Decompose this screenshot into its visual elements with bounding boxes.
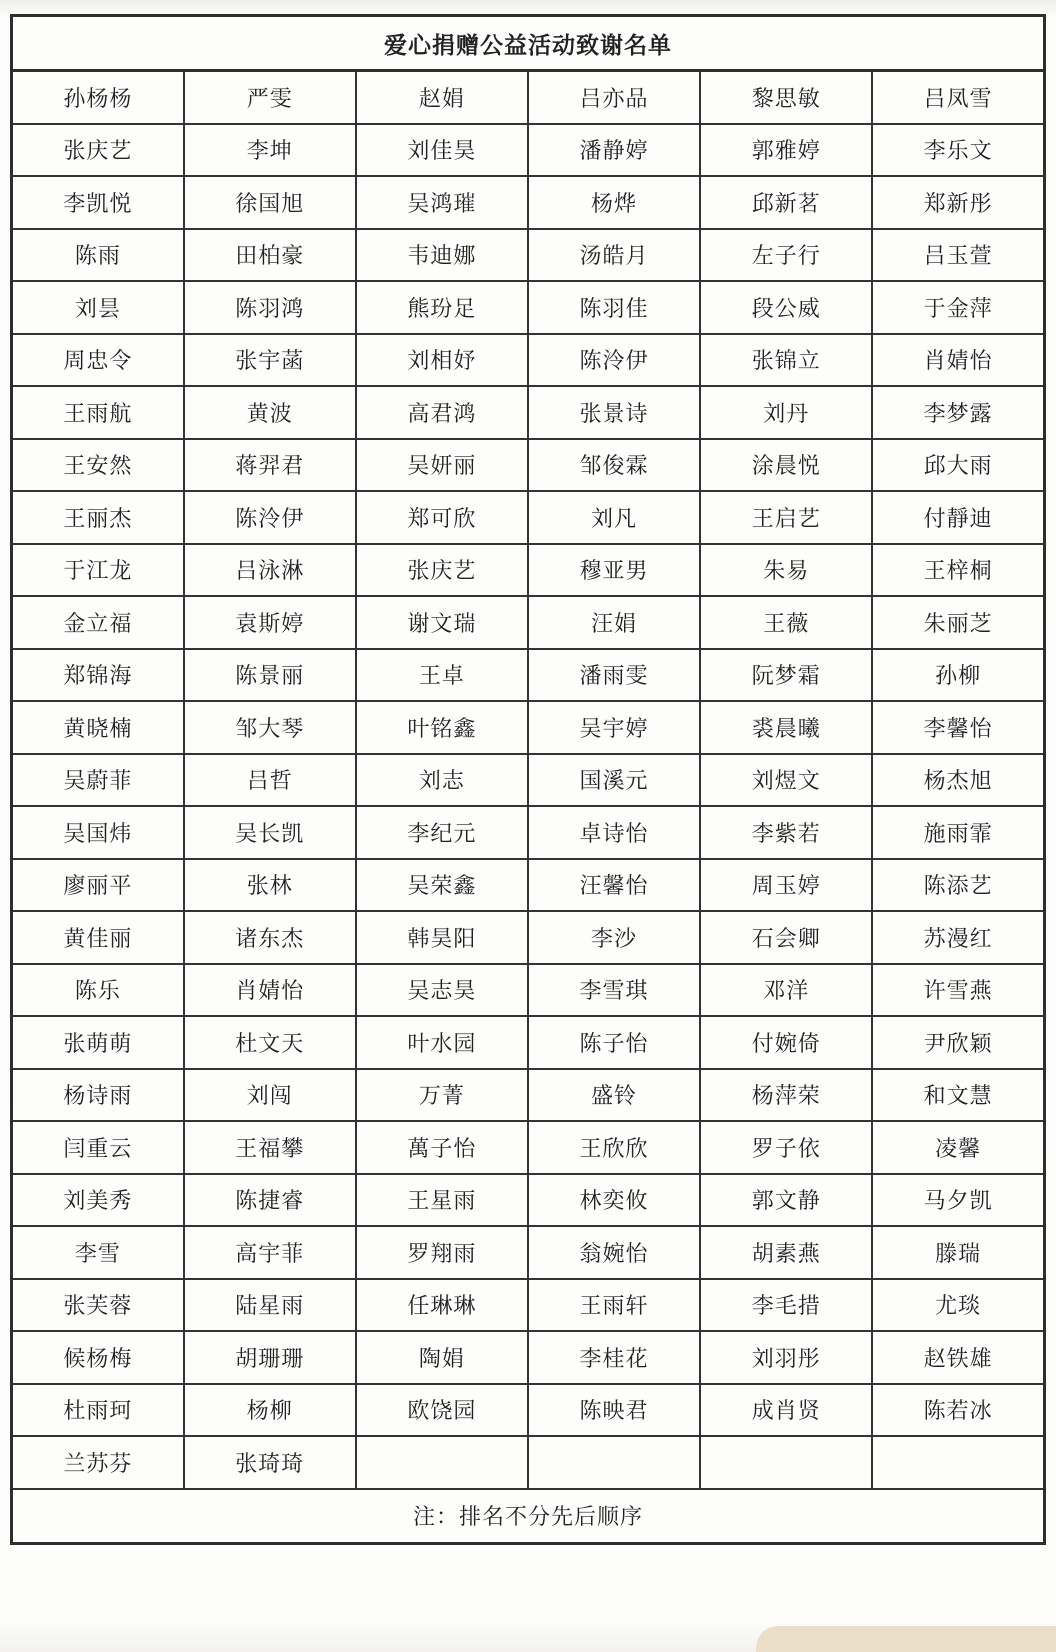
name-cell: 吕玉萱 (872, 229, 1044, 282)
name-cell: 袁斯婷 (184, 596, 356, 649)
name-cell: 王雨轩 (528, 1279, 700, 1332)
name-cell: 吴鸿璀 (356, 176, 528, 229)
name-cell: 周玉婷 (700, 859, 872, 912)
name-cell: 涂晨悦 (700, 439, 872, 492)
name-cell: 刘相妤 (356, 334, 528, 387)
table-row (12, 806, 1045, 859)
footer-row (12, 1489, 1045, 1544)
name-cell: 施雨霏 (872, 806, 1044, 859)
table-row (12, 1226, 1045, 1279)
name-cell: 陈添艺 (872, 859, 1044, 912)
name-cell: 付靜迪 (872, 491, 1044, 544)
name-cell (356, 1436, 528, 1489)
name-cell: 杨柳 (184, 1384, 356, 1437)
page-title: 爱心捐赠公益活动致谢名单 (12, 16, 1045, 71)
name-cell: 兰苏芬 (12, 1436, 184, 1489)
name-cell: 李坤 (184, 124, 356, 177)
page-corner-curl (756, 1626, 1056, 1652)
name-cell: 黎思敏 (700, 71, 872, 124)
name-cell: 田柏豪 (184, 229, 356, 282)
name-cell: 杨诗雨 (12, 1069, 184, 1122)
name-cell: 李馨怡 (872, 701, 1044, 754)
name-cell: 潘雨雯 (528, 649, 700, 702)
name-cell: 郭文静 (700, 1174, 872, 1227)
name-cell: 万菁 (356, 1069, 528, 1122)
name-cell: 徐国旭 (184, 176, 356, 229)
name-cell: 陈景丽 (184, 649, 356, 702)
name-cell: 尤琰 (872, 1279, 1044, 1332)
name-cell: 于金萍 (872, 281, 1044, 334)
name-cell: 王薇 (700, 596, 872, 649)
table-row (12, 281, 1045, 334)
name-cell: 尹欣颖 (872, 1016, 1044, 1069)
name-cell: 韦迪娜 (356, 229, 528, 282)
name-cell: 陈羽佳 (528, 281, 700, 334)
name-cell: 王梓桐 (872, 544, 1044, 597)
name-cell: 张萌萌 (12, 1016, 184, 1069)
name-cell: 陶娟 (356, 1331, 528, 1384)
name-cell: 滕瑞 (872, 1226, 1044, 1279)
name-cell: 汪娟 (528, 596, 700, 649)
name-cell: 李桂花 (528, 1331, 700, 1384)
table-row (12, 1436, 1045, 1489)
name-cell: 王启艺 (700, 491, 872, 544)
name-cell: 刘昙 (12, 281, 184, 334)
table-row (12, 176, 1045, 229)
name-cell: 陈羽鸿 (184, 281, 356, 334)
name-cell: 张锦立 (700, 334, 872, 387)
name-cell: 欧饶园 (356, 1384, 528, 1437)
table-row (12, 754, 1045, 807)
table-row (12, 71, 1045, 124)
name-cell: 邹大琴 (184, 701, 356, 754)
name-cell (872, 1436, 1044, 1489)
name-cell: 陈乐 (12, 964, 184, 1017)
name-cell: 胡珊珊 (184, 1331, 356, 1384)
name-cell: 张芙蓉 (12, 1279, 184, 1332)
name-cell: 高君鸿 (356, 386, 528, 439)
name-cell: 郑可欣 (356, 491, 528, 544)
name-cell: 林奕攸 (528, 1174, 700, 1227)
name-cell: 汤皓月 (528, 229, 700, 282)
name-cell: 李毛措 (700, 1279, 872, 1332)
name-cell (528, 1436, 700, 1489)
name-cell: 成肖贤 (700, 1384, 872, 1437)
name-cell: 闫重云 (12, 1121, 184, 1174)
table-row (12, 334, 1045, 387)
name-cell: 杨杰旭 (872, 754, 1044, 807)
name-cell: 吕泳淋 (184, 544, 356, 597)
name-cell: 杨萍荣 (700, 1069, 872, 1122)
name-cell: 陆星雨 (184, 1279, 356, 1332)
name-cell: 汪馨怡 (528, 859, 700, 912)
name-cell: 马夕凯 (872, 1174, 1044, 1227)
name-cell: 黄佳丽 (12, 911, 184, 964)
name-cell: 吴荣鑫 (356, 859, 528, 912)
name-cell: 郭雅婷 (700, 124, 872, 177)
name-cell: 苏漫红 (872, 911, 1044, 964)
name-cell: 邱大雨 (872, 439, 1044, 492)
name-cell: 刘煜文 (700, 754, 872, 807)
table-row (12, 1016, 1045, 1069)
name-cell: 付婉倚 (700, 1016, 872, 1069)
name-cell: 李沙 (528, 911, 700, 964)
name-cell: 任琳琳 (356, 1279, 528, 1332)
name-cell: 李梦露 (872, 386, 1044, 439)
name-cell: 国溪元 (528, 754, 700, 807)
name-cell: 许雪燕 (872, 964, 1044, 1017)
name-cell: 邓洋 (700, 964, 872, 1017)
table-row (12, 1279, 1045, 1332)
name-cell: 穆亚男 (528, 544, 700, 597)
table-row (12, 964, 1045, 1017)
table-row (12, 649, 1045, 702)
table-row (12, 1384, 1045, 1437)
name-cell: 王星雨 (356, 1174, 528, 1227)
name-cell: 吴志昊 (356, 964, 528, 1017)
name-cell: 石会卿 (700, 911, 872, 964)
name-cell: 吕凤雪 (872, 71, 1044, 124)
name-cell: 萬子怡 (356, 1121, 528, 1174)
name-cell: 周忠令 (12, 334, 184, 387)
name-cell: 张景诗 (528, 386, 700, 439)
name-cell: 翁婉怡 (528, 1226, 700, 1279)
name-cell: 陈泠伊 (528, 334, 700, 387)
name-cell: 杨烨 (528, 176, 700, 229)
table-row (12, 1331, 1045, 1384)
name-cell: 陈泠伊 (184, 491, 356, 544)
name-cell: 于江龙 (12, 544, 184, 597)
name-cell: 王卓 (356, 649, 528, 702)
name-cell: 孙柳 (872, 649, 1044, 702)
table-row (12, 596, 1045, 649)
name-cell: 熊玢足 (356, 281, 528, 334)
name-cell: 肖婧怡 (872, 334, 1044, 387)
name-cell: 张琦琦 (184, 1436, 356, 1489)
name-cell: 吴妍丽 (356, 439, 528, 492)
name-cell (700, 1436, 872, 1489)
name-cell: 卓诗怡 (528, 806, 700, 859)
name-cell: 肖婧怡 (184, 964, 356, 1017)
name-cell: 高宇菲 (184, 1226, 356, 1279)
table-row (12, 439, 1045, 492)
name-cell: 罗子依 (700, 1121, 872, 1174)
footer-note: 注：排名不分先后顺序 (12, 1489, 1045, 1544)
table-row (12, 491, 1045, 544)
name-cell: 孙杨杨 (12, 71, 184, 124)
name-cell: 裘晨曦 (700, 701, 872, 754)
name-cell: 韩昊阳 (356, 911, 528, 964)
donation-thanks-table (10, 14, 1046, 1545)
name-cell: 李雪 (12, 1226, 184, 1279)
name-cell: 吕亦品 (528, 71, 700, 124)
name-cell: 张宇菡 (184, 334, 356, 387)
title-row (12, 16, 1045, 71)
table-row (12, 1174, 1045, 1227)
name-cell: 陈捷睿 (184, 1174, 356, 1227)
name-cell: 谢文瑞 (356, 596, 528, 649)
name-cell: 杜雨珂 (12, 1384, 184, 1437)
name-cell: 李凯悦 (12, 176, 184, 229)
table-row (12, 911, 1045, 964)
table-row (12, 229, 1045, 282)
name-cell: 左子行 (700, 229, 872, 282)
name-cell: 刘志 (356, 754, 528, 807)
name-rows (12, 71, 1045, 1489)
table-row (12, 701, 1045, 754)
name-cell: 王欣欣 (528, 1121, 700, 1174)
name-cell: 黄晓楠 (12, 701, 184, 754)
name-cell: 张林 (184, 859, 356, 912)
name-cell: 凌馨 (872, 1121, 1044, 1174)
name-cell: 陈映君 (528, 1384, 700, 1437)
name-cell: 刘美秀 (12, 1174, 184, 1227)
name-cell: 李紫若 (700, 806, 872, 859)
table-row (12, 386, 1045, 439)
name-cell: 胡素燕 (700, 1226, 872, 1279)
table-row (12, 1069, 1045, 1122)
name-cell: 叶铭鑫 (356, 701, 528, 754)
name-cell: 王安然 (12, 439, 184, 492)
name-cell: 段公威 (700, 281, 872, 334)
table-row (12, 1121, 1045, 1174)
name-cell: 金立福 (12, 596, 184, 649)
name-cell: 郑锦海 (12, 649, 184, 702)
name-cell: 杜文天 (184, 1016, 356, 1069)
name-cell: 赵铁雄 (872, 1331, 1044, 1384)
name-cell: 廖丽平 (12, 859, 184, 912)
name-cell: 严雯 (184, 71, 356, 124)
name-cell: 赵娟 (356, 71, 528, 124)
name-cell: 候杨梅 (12, 1331, 184, 1384)
name-cell: 吴蔚菲 (12, 754, 184, 807)
name-cell: 刘佳昊 (356, 124, 528, 177)
name-cell: 吴长凯 (184, 806, 356, 859)
name-cell: 刘闯 (184, 1069, 356, 1122)
name-cell: 朱丽芝 (872, 596, 1044, 649)
name-cell: 和文慧 (872, 1069, 1044, 1122)
name-cell: 刘羽彤 (700, 1331, 872, 1384)
name-cell: 吴国炜 (12, 806, 184, 859)
name-cell: 诸东杰 (184, 911, 356, 964)
name-cell: 陈雨 (12, 229, 184, 282)
name-cell: 吴宇婷 (528, 701, 700, 754)
name-cell: 朱易 (700, 544, 872, 597)
name-cell: 黄波 (184, 386, 356, 439)
name-cell: 阮梦霜 (700, 649, 872, 702)
name-cell: 蒋羿君 (184, 439, 356, 492)
name-cell: 李纪元 (356, 806, 528, 859)
name-cell: 刘丹 (700, 386, 872, 439)
name-cell: 陈若冰 (872, 1384, 1044, 1437)
name-cell: 潘静婷 (528, 124, 700, 177)
name-cell: 李乐文 (872, 124, 1044, 177)
name-cell: 陈子怡 (528, 1016, 700, 1069)
name-cell: 张庆艺 (12, 124, 184, 177)
name-cell: 罗翔雨 (356, 1226, 528, 1279)
name-cell: 叶水园 (356, 1016, 528, 1069)
name-cell: 邱新茗 (700, 176, 872, 229)
name-cell: 盛铃 (528, 1069, 700, 1122)
name-cell: 王福攀 (184, 1121, 356, 1174)
table-row (12, 544, 1045, 597)
name-cell: 吕哲 (184, 754, 356, 807)
table-row (12, 859, 1045, 912)
name-cell: 王雨航 (12, 386, 184, 439)
name-cell: 王丽杰 (12, 491, 184, 544)
name-cell: 张庆艺 (356, 544, 528, 597)
name-cell: 李雪琪 (528, 964, 700, 1017)
table-row (12, 124, 1045, 177)
name-cell: 郑新彤 (872, 176, 1044, 229)
name-cell: 刘凡 (528, 491, 700, 544)
name-cell: 邹俊霖 (528, 439, 700, 492)
